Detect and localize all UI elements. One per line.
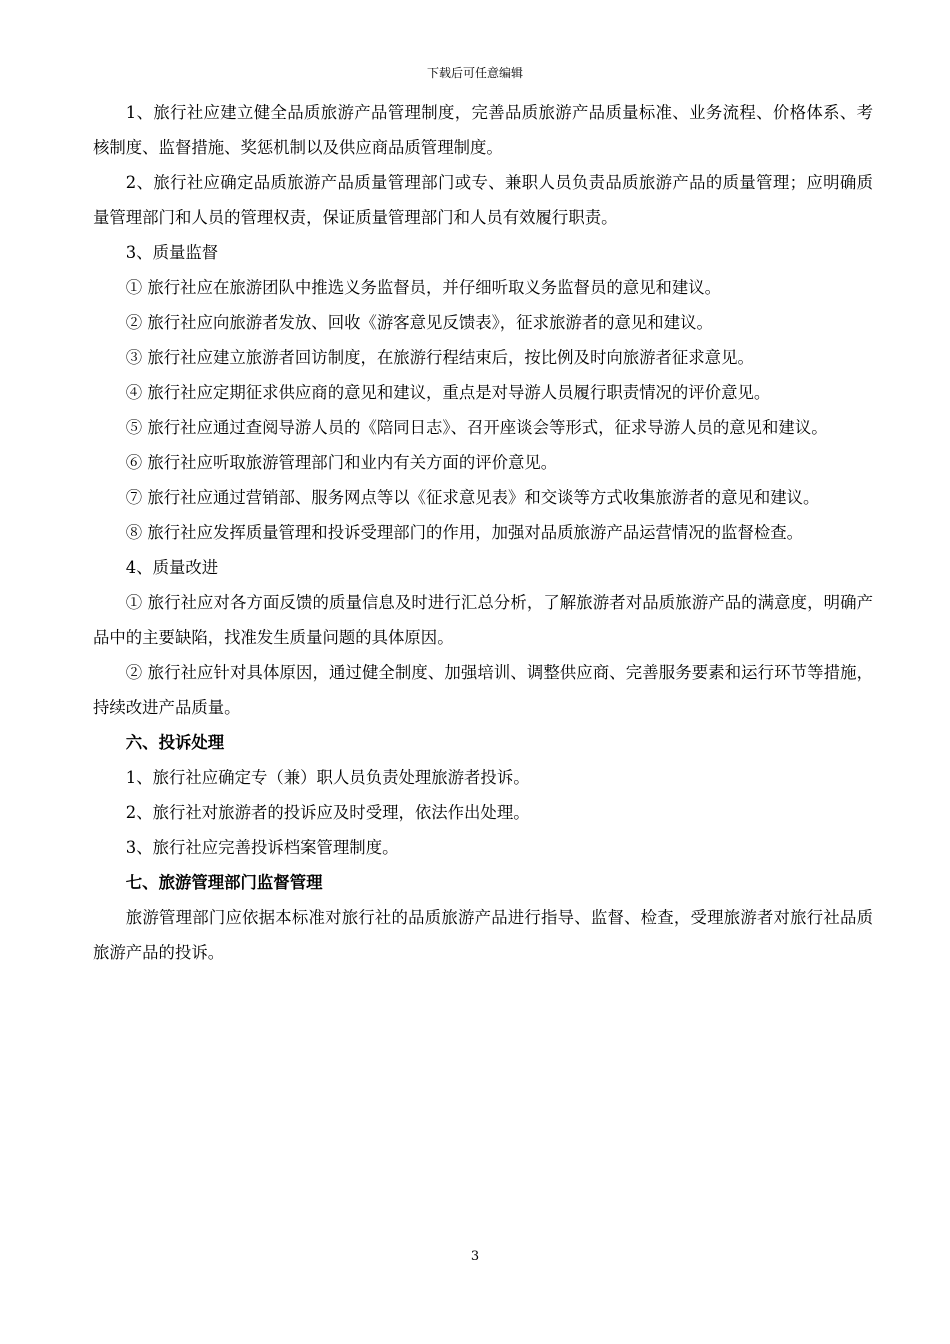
paragraph: 1、旅行社应建立健全品质旅游产品管理制度，完善品质旅游产品质量标准、业务流程、价格体系、考核制度、监督措施、奖惩机制以及供应商品质管理制度。	[93, 103, 873, 157]
subsection-heading: 3、质量监督	[125, 243, 219, 262]
list-item: ② 旅行社应向旅游者发放、回收《游客意见反馈表》，征求旅游者的意见和建议。	[125, 313, 713, 332]
list-item: ⑥ 旅行社应听取旅游管理部门和业内有关方面的评价意见。	[125, 453, 558, 472]
page-number: 3	[470, 1249, 480, 1264]
document-body	[93, 95, 873, 970]
section-heading: 七、旅游管理部门监督管理	[125, 873, 323, 892]
list-item: ① 旅行社应在旅游团队中推选义务监督员，并仔细听取义务监督员的意见和建议。	[125, 278, 722, 297]
paragraph: 2、旅行社应确定品质旅游产品质量管理部门或专、兼职人员负责品质旅游产品的质量管理；应明确质量管理部门和人员的管理权责，保证质量管理部门和人员有效履行职责。	[93, 173, 873, 227]
page-header: 下载后可任意编辑	[426, 66, 523, 80]
list-item: ⑧ 旅行社应发挥质量管理和投诉受理部门的作用，加强对品质旅游产品运营情况的监督检查。	[125, 523, 804, 542]
list-item: ② 旅行社应针对具体原因，通过健全制度、加强培训、调整供应商、完善服务要素和运行环节等措施，持续改进产品质量。	[93, 663, 873, 717]
paragraph: 旅游管理部门应依据本标准对旅行社的品质旅游产品进行指导、监督、检查，受理旅游者对旅行社品质旅游产品的投诉。	[93, 908, 873, 962]
list-item: ① 旅行社应对各方面反馈的质量信息及时进行汇总分析，了解旅游者对品质旅游产品的满意度，明确产品中的主要缺陷，找准发生质量问题的具体原因。	[93, 593, 873, 647]
list-item: ⑤ 旅行社应通过查阅导游人员的《陪同日志》、召开座谈会等形式，征求导游人员的意见和建议。	[125, 418, 828, 437]
section-heading: 六、投诉处理	[125, 733, 225, 752]
list-item: ④ 旅行社应定期征求供应商的意见和建议，重点是对导游人员履行职责情况的评价意见。	[125, 383, 771, 402]
subsection-heading: 4、质量改进	[125, 558, 219, 577]
list-item: ③ 旅行社应建立旅游者回访制度，在旅游行程结束后，按比例及时向旅游者征求意见。	[125, 348, 754, 367]
paragraph: 1、旅行社应确定专（兼）职人员负责处理旅游者投诉。	[125, 768, 530, 787]
list-item: ⑦ 旅行社应通过营销部、服务网点等以《征求意见表》和交谈等方式收集旅游者的意见和建议。	[125, 488, 820, 507]
paragraph: 2、旅行社对旅游者的投诉应及时受理，依法作出处理。	[125, 803, 530, 822]
paragraph: 3、旅行社应完善投诉档案管理制度。	[125, 838, 399, 857]
